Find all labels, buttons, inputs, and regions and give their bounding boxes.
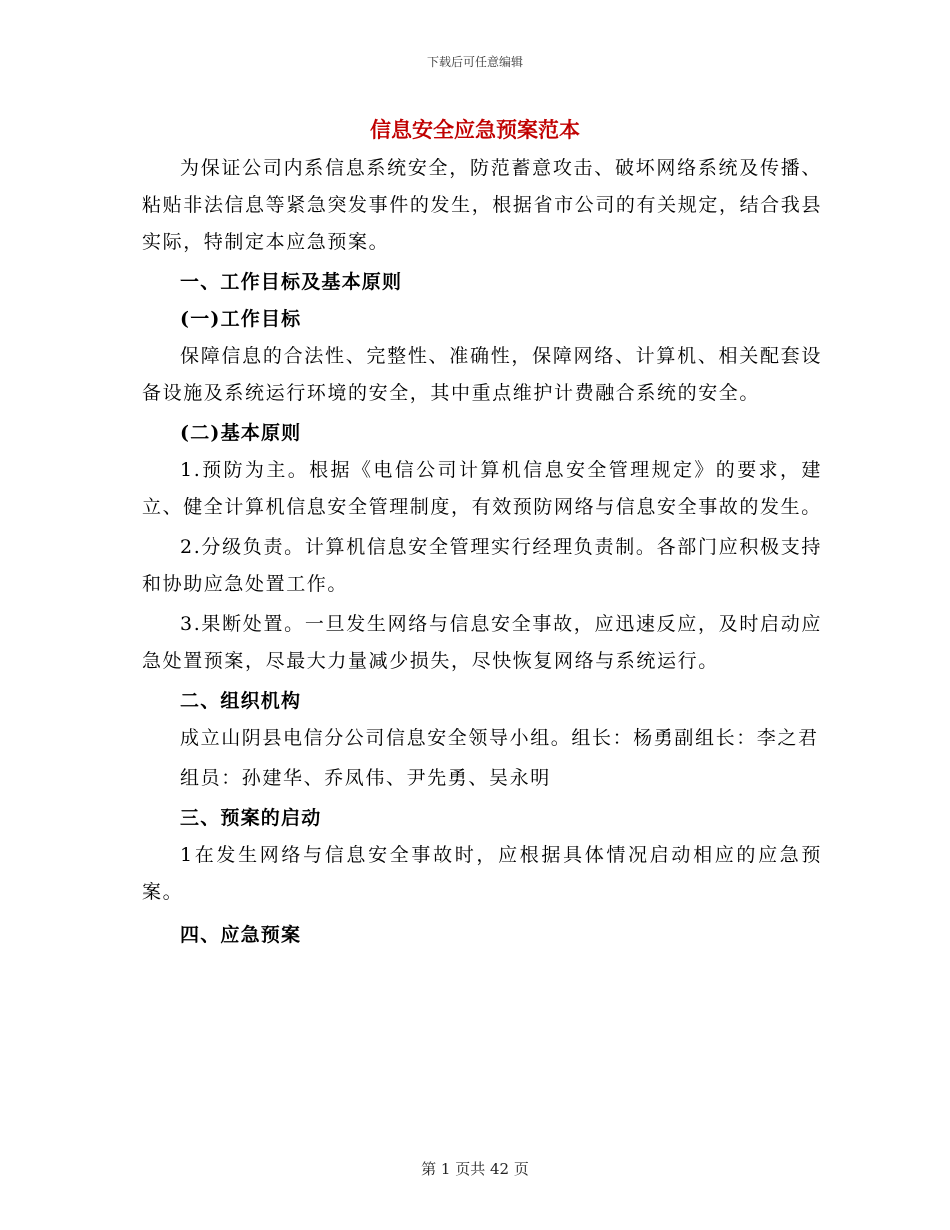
section-heading-2: 二、组织机构	[180, 690, 302, 712]
document-body	[142, 150, 822, 954]
section-heading-1: 一、工作目标及基本原则	[180, 271, 403, 293]
paragraph-goals: 保障信息的合法性、完整性、准确性，保障网络、计算机、相关配套设备设施及系统运行环境的安全，其中重点维护计费融合系统的安全。	[142, 345, 822, 404]
section-heading-4: 四、应急预案	[180, 924, 302, 946]
subsection-heading-1: (一)工作目标	[180, 308, 302, 330]
paragraph-members: 组员：孙建华、乔凤伟、尹先勇、吴永明	[180, 767, 551, 789]
paragraph-intro: 为保证公司内系信息系统安全，防范蓄意攻击、破坏网络系统及传播、粘贴非法信息等紧急突发事件的发生，根据省市公司的有关规定，结合我县实际，特制定本应急预案。	[142, 157, 822, 253]
header-note: 下载后可任意编辑	[426, 55, 523, 69]
paragraph-principle-3: 3.果断处置。一旦发生网络与信息安全事故，应迅速反应，及时启动应急处置预案，尽最大力量减少损失，尽快恢复网络与系统运行。	[142, 613, 822, 672]
paragraph-organization: 成立山阴县电信分公司信息安全领导小组。组长：杨勇副组长：李之君	[180, 727, 819, 749]
subsection-heading-2: (二)基本原则	[180, 422, 302, 444]
document-title: 信息安全应急预案范本	[370, 117, 580, 142]
paragraph-principle-1: 1.预防为主。根据《电信公司计算机信息安全管理规定》的要求，建立、健全计算机信息安全管理制度，有效预防网络与信息安全事故的发生。	[142, 459, 822, 518]
paragraph-principle-2: 2.分级负责。计算机信息安全管理实行经理负责制。各部门应积极支持和协助应急处置工作。	[142, 536, 822, 595]
page-footer: 第 1 页共 42 页	[421, 1160, 529, 1178]
paragraph-activation: 1在发生网络与信息安全事故时，应根据具体情况启动相应的应急预案。	[142, 844, 822, 903]
section-heading-3: 三、预案的启动	[180, 807, 322, 829]
